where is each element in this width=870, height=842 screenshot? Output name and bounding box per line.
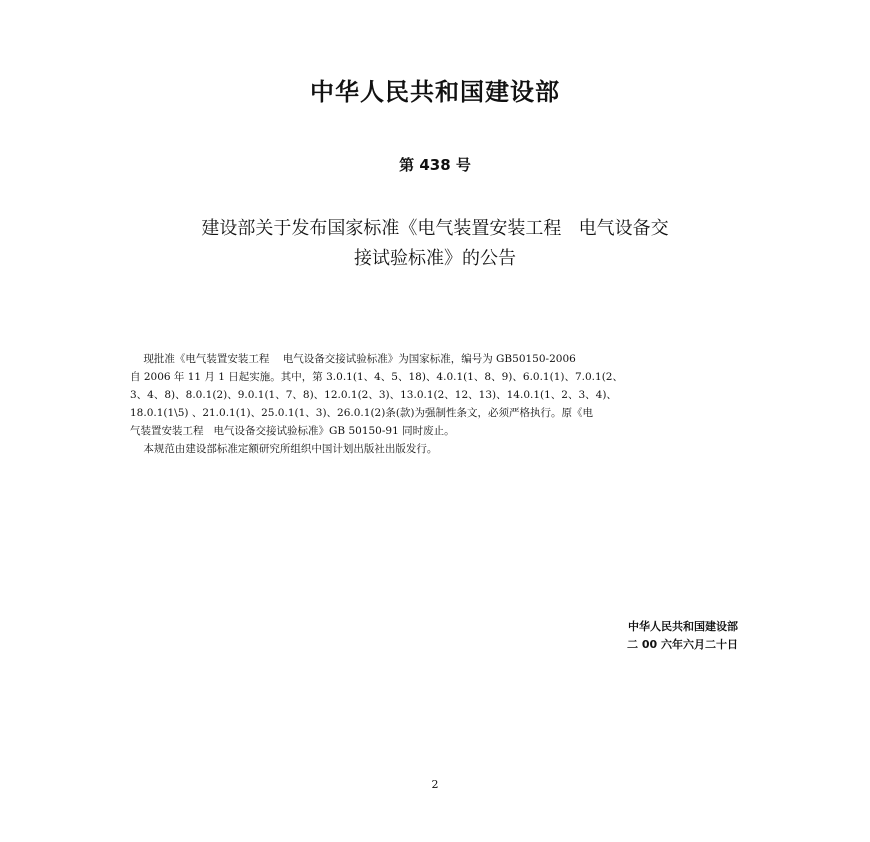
announcement-title-line-2: 接试验标准》的公告 bbox=[354, 248, 516, 269]
document-number: 第 438 号 bbox=[399, 156, 471, 174]
signature-block bbox=[627, 618, 738, 654]
announcement-title-line-1: 建设部关于发布国家标准《电气装置安装工程 电气设备交 bbox=[201, 218, 669, 239]
body-line-1: 现批准《电气装置安装工程 电气设备交接试验标准》为国家标准，编号为 GB50150-2006 bbox=[130, 353, 576, 365]
announcement-body bbox=[130, 350, 745, 458]
signature-date: 二 00 六年六月二十日 bbox=[627, 638, 738, 651]
body-line-5: 气装置安装工程 电气设备交接试验标准》GB 50150-91 同时废止。 bbox=[130, 425, 455, 437]
page-number: 2 bbox=[431, 778, 439, 791]
announcement-title bbox=[120, 214, 750, 274]
body-line-2: 自 2006 年 11 月 1 日起实施。其中，第 3.0.1(1、4、5、18)、4.0.1(1、8、9)、6.0.1(1)、7.0.1(2、 bbox=[130, 371, 623, 383]
body-line-6: 本规范由建设部标准定额研究所组织中国计划出版社出版发行。 bbox=[130, 443, 438, 455]
ministry-title: 中华人民共和国建设部 bbox=[310, 78, 560, 106]
body-line-4: 18.0.1(1\5) 、21.0.1(1)、25.0.1(1、3)、26.0.1(2)条(款)为强制性条文，必须严格执行。原《电 bbox=[130, 407, 594, 419]
signature-issuer: 中华人民共和国建设部 bbox=[628, 620, 738, 633]
body-line-3: 3、4、8)、8.0.1(2)、9.0.1(1、7、8)、12.0.1(2、3)、13.0.1(2、12、13)、14.0.1(1、2、3、4)、 bbox=[130, 389, 617, 401]
